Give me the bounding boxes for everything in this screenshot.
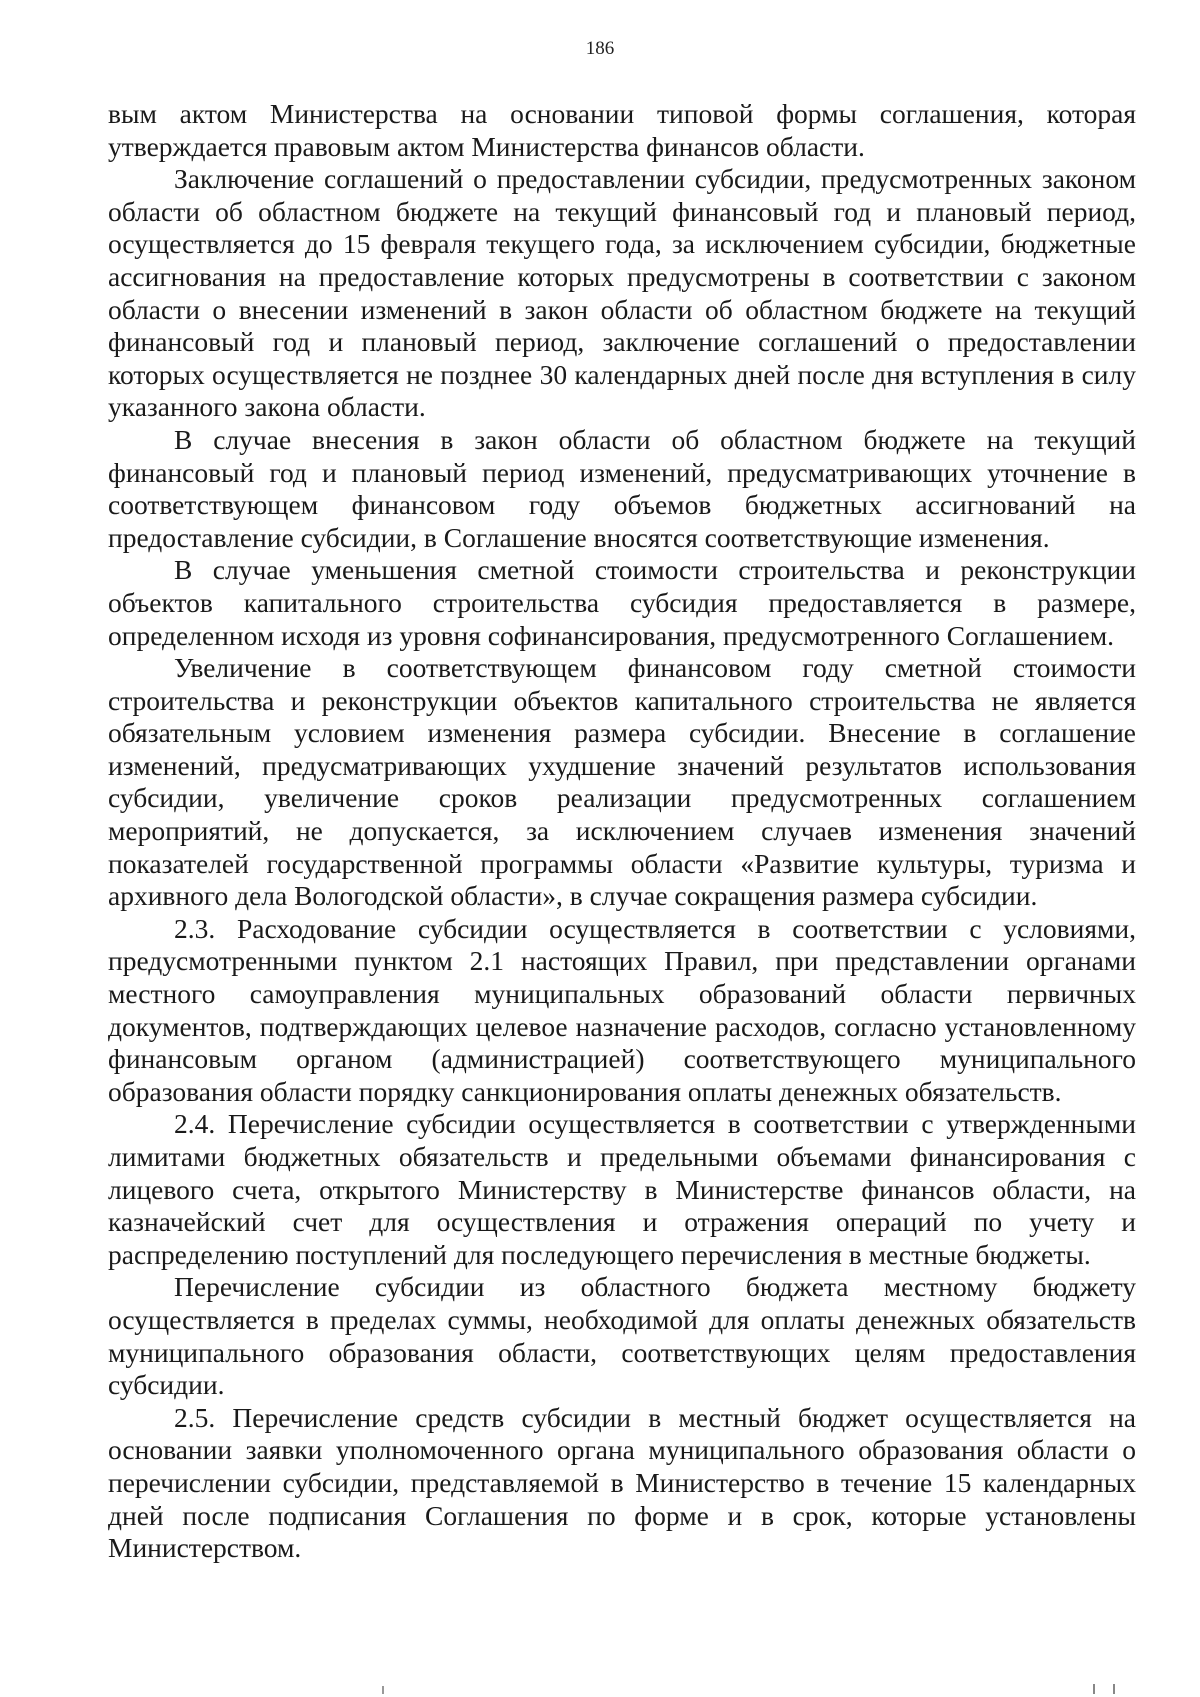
scan-edge-mark	[1093, 1684, 1115, 1694]
paragraph: Перечисление субсидии из областного бюджета местному бюджету осуществляется в пределах суммы, необходимой для оплаты денежных обязательств муниципального образования области, соответствующих целям предоставления субсидии.	[108, 1271, 1136, 1401]
paragraph: 2.5. Перечисление средств субсидии в местный бюджет осуществляется на основании заявки уполномоченного органа муниципального образования области о перечислении субсидии, представляемой в Министерство в течение 15 календарных дней после подписания Соглашения по форме и в срок, которые установлены Министерством.	[108, 1401, 1136, 1564]
paragraph: Заключение соглашений о предоставлении субсидии, предусмотренных законом области об областном бюджете на текущий финансовый год и плановый период, осуществляется до 15 февраля текущего года, за исключением субсидии, бюджетные ассигнования на предоставление которых предусмотрены в соответствии с законом области о внесении изменений в закон области об областном бюджете на текущий финансовый год и плановый период, заключение соглашений о предоставлении которых осуществляется не позднее 30 календарных дней после дня вступления в силу указанного закона области.	[108, 163, 1136, 423]
body-text	[108, 98, 1136, 1565]
scan-edge-mark	[382, 1686, 384, 1694]
page-number: 186	[585, 38, 615, 59]
paragraph: В случае внесения в закон области об областном бюджете на текущий финансовый год и плановый период изменений, предусматривающих уточнение в соответствующем финансовом году объемов бюджетных ассигнований на предоставление субсидии, в Соглашение вносятся соответствующие изменения.	[108, 423, 1136, 553]
paragraph: вым актом Министерства на основании типовой формы соглашения, которая утверждается правовым актом Министерства финансов области.	[108, 98, 1136, 162]
paragraph: В случае уменьшения сметной стоимости строительства и реконструкции объектов капитального строительства субсидия предоставляется в размере, определенном исходя из уровня софинансирования, предусмотренного Соглашением.	[108, 554, 1136, 651]
paragraph: 2.4. Перечисление субсидии осуществляется в соответствии с утвержденными лимитами бюджетных обязательств и предельными объемами финансирования с лицевого счета, открытого Министерству в Министерстве финансов области, на казначейский счет для осуществления и отражения операций по учету и распределению поступлений для последующего перечисления в местные бюджеты.	[108, 1108, 1136, 1270]
paragraph: 2.3. Расходование субсидии осуществляется в соответствии с условиями, предусмотренными пунктом 2.1 настоящих Правил, при представлении органами местного самоуправления муниципальных образований области первичных документов, подтверждающих целевое назначение расходов, согласно установленному финансовым органом (администрацией) соответствующего муниципального образования области порядку санкционирования оплаты денежных обязательств.	[108, 912, 1136, 1107]
paragraph: Увеличение в соответствующем финансовом году сметной стоимости строительства и реконструкции объектов капитального строительства не является обязательным условием изменения размера субсидии. Внесение в соглашение изменений, предусматривающих ухудшение значений результатов использования субсидии, увеличение сроков реализации предусмотренных соглашением мероприятий, не допускается, за исключением случаев изменения значений показателей государственной программы области «Развитие культуры, туризма и архивного дела Вологодской области», в случае сокращения размера субсидии.	[108, 652, 1136, 912]
